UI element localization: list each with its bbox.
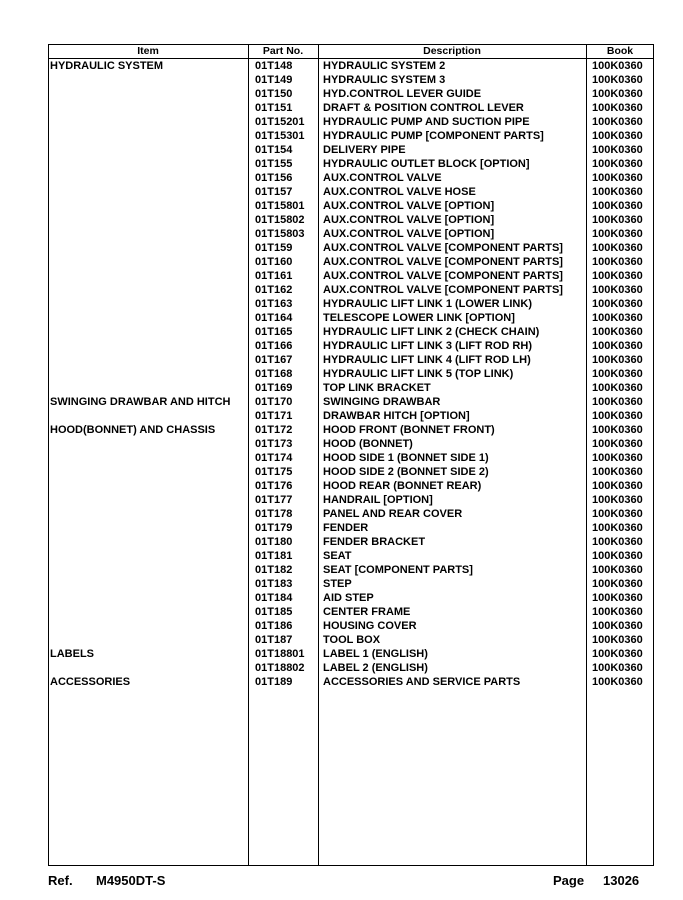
item-cell	[48, 605, 248, 619]
description-cell: HANDRAIL [OPTION]	[323, 494, 433, 506]
description-cell: AUX.CONTROL VALVE [OPTION]	[323, 200, 495, 212]
ref-value: M4950DT-S	[96, 873, 166, 888]
book-cell: 100K0360	[592, 312, 643, 324]
book-cell: 100K0360	[592, 186, 643, 198]
table-row	[48, 297, 654, 311]
description-cell: HYDRAULIC LIFT LINK 4 (LIFT ROD LH)	[323, 354, 531, 366]
description-cell: LABEL 1 (ENGLISH)	[323, 648, 428, 660]
part-no-cell: 01T18801	[255, 648, 305, 660]
part-no-cell: 01T175	[255, 466, 293, 478]
item-cell: SWINGING DRAWBAR AND HITCH	[50, 396, 231, 408]
description-cell: HYDRAULIC LIFT LINK 3 (LIFT ROD RH)	[323, 340, 532, 352]
table-row	[48, 633, 654, 647]
table-row	[48, 73, 654, 87]
item-cell: LABELS	[50, 648, 94, 660]
book-cell: 100K0360	[592, 60, 643, 72]
part-no-cell: 01T185	[255, 606, 293, 618]
part-no-cell: 01T171	[255, 410, 293, 422]
item-cell	[48, 549, 248, 563]
table-row	[48, 339, 654, 353]
item-cell	[48, 115, 248, 129]
book-cell: 100K0360	[592, 592, 643, 604]
part-no-cell: 01T157	[255, 186, 293, 198]
book-cell: 100K0360	[592, 396, 643, 408]
part-no-cell: 01T15802	[255, 214, 305, 226]
description-cell: TOP LINK BRACKET	[323, 382, 431, 394]
table-row	[48, 101, 654, 115]
book-cell: 100K0360	[592, 74, 643, 86]
book-cell: 100K0360	[592, 172, 643, 184]
description-cell: LABEL 2 (ENGLISH)	[323, 662, 428, 674]
part-no-cell: 01T181	[255, 550, 293, 562]
page-number: 13026	[603, 873, 640, 888]
book-cell: 100K0360	[592, 158, 643, 170]
description-cell: HOOD (BONNET)	[323, 438, 413, 450]
table-row	[48, 535, 654, 549]
item-cell	[48, 437, 248, 451]
item-cell	[48, 241, 248, 255]
table-row	[48, 661, 654, 675]
description-cell: HOOD REAR (BONNET REAR)	[323, 480, 482, 492]
description-cell: SWINGING DRAWBAR	[323, 396, 441, 408]
description-cell: AUX.CONTROL VALVE	[323, 172, 442, 184]
part-no-cell: 01T15201	[255, 116, 305, 128]
item-cell	[48, 661, 248, 675]
table-row	[48, 241, 654, 255]
description-cell: DELIVERY PIPE	[323, 144, 406, 156]
part-no-cell: 01T187	[255, 634, 293, 646]
part-no-cell: 01T186	[255, 620, 293, 632]
description-cell: DRAFT & POSITION CONTROL LEVER	[323, 102, 524, 114]
book-cell: 100K0360	[592, 676, 643, 688]
item-cell	[48, 199, 248, 213]
part-no-cell: 01T180	[255, 536, 293, 548]
item-cell	[48, 507, 248, 521]
table-row	[48, 563, 654, 577]
description-cell: AUX.CONTROL VALVE [COMPONENT PARTS]	[323, 256, 563, 268]
part-no-cell: 01T174	[255, 452, 293, 464]
item-cell	[48, 353, 248, 367]
item-cell	[48, 143, 248, 157]
book-cell: 100K0360	[592, 536, 643, 548]
part-no-cell: 01T156	[255, 172, 293, 184]
item-cell	[48, 339, 248, 353]
part-no-cell: 01T166	[255, 340, 293, 352]
book-cell: 100K0360	[592, 228, 643, 240]
part-no-cell: 01T148	[255, 60, 293, 72]
book-cell: 100K0360	[592, 130, 643, 142]
description-cell: HYDRAULIC PUMP AND SUCTION PIPE	[323, 116, 530, 128]
part-no-cell: 01T178	[255, 508, 293, 520]
book-cell: 100K0360	[592, 452, 643, 464]
table-row	[48, 143, 654, 157]
book-cell: 100K0360	[592, 578, 643, 590]
book-cell: 100K0360	[592, 102, 643, 114]
description-cell: CENTER FRAME	[323, 606, 411, 618]
item-cell	[48, 73, 248, 87]
table-row	[48, 381, 654, 395]
book-cell: 100K0360	[592, 662, 643, 674]
table-row	[48, 675, 654, 689]
description-cell: SEAT	[323, 550, 352, 562]
item-cell	[48, 87, 248, 101]
book-cell: 100K0360	[592, 326, 643, 338]
book-cell: 100K0360	[592, 424, 643, 436]
item-cell	[48, 171, 248, 185]
description-cell: ACCESSORIES AND SERVICE PARTS	[323, 676, 521, 688]
parts-table	[48, 44, 654, 866]
book-cell: 100K0360	[592, 522, 643, 534]
book-cell: 100K0360	[592, 648, 643, 660]
item-cell	[48, 465, 248, 479]
item-cell	[48, 367, 248, 381]
table-row	[48, 647, 654, 661]
table-row	[48, 367, 654, 381]
table-row	[48, 59, 654, 73]
table-bottom-border	[48, 865, 654, 866]
item-cell	[48, 227, 248, 241]
item-cell	[48, 633, 248, 647]
book-cell: 100K0360	[592, 368, 643, 380]
part-no-cell: 01T177	[255, 494, 293, 506]
part-no-cell: 01T176	[255, 480, 293, 492]
item-cell	[48, 619, 248, 633]
part-no-cell: 01T155	[255, 158, 293, 170]
book-cell: 100K0360	[592, 564, 643, 576]
item-cell	[48, 521, 248, 535]
table-row	[48, 409, 654, 423]
description-cell: AUX.CONTROL VALVE [COMPONENT PARTS]	[323, 270, 563, 282]
description-cell: HOOD FRONT (BONNET FRONT)	[323, 424, 495, 436]
part-no-cell: 01T167	[255, 354, 293, 366]
part-no-cell: 01T159	[255, 242, 293, 254]
description-cell: HOOD SIDE 2 (BONNET SIDE 2)	[323, 466, 489, 478]
book-cell: 100K0360	[592, 494, 643, 506]
book-cell: 100K0360	[592, 466, 643, 478]
header-part-no: Part No.	[262, 45, 304, 57]
description-cell: FENDER	[323, 522, 369, 534]
book-cell: 100K0360	[592, 200, 643, 212]
description-cell: AID STEP	[323, 592, 374, 604]
description-cell: AUX.CONTROL VALVE [OPTION]	[323, 214, 495, 226]
part-no-cell: 01T170	[255, 396, 293, 408]
book-cell: 100K0360	[592, 634, 643, 646]
part-no-cell: 01T149	[255, 74, 293, 86]
part-no-cell: 01T173	[255, 438, 293, 450]
table-row	[48, 577, 654, 591]
item-cell	[48, 185, 248, 199]
item-cell	[48, 591, 248, 605]
book-cell: 100K0360	[592, 256, 643, 268]
table-row	[48, 227, 654, 241]
item-cell	[48, 493, 248, 507]
table-row	[48, 353, 654, 367]
item-cell	[48, 535, 248, 549]
header-book: Book	[606, 45, 634, 57]
header-item: Item	[137, 45, 159, 57]
table-row	[48, 591, 654, 605]
table-row	[48, 549, 654, 563]
book-cell: 100K0360	[592, 284, 643, 296]
description-cell: TELESCOPE LOWER LINK [OPTION]	[323, 312, 515, 324]
item-cell	[48, 311, 248, 325]
book-cell: 100K0360	[592, 88, 643, 100]
table-row	[48, 171, 654, 185]
table-row	[48, 255, 654, 269]
part-no-cell: 01T160	[255, 256, 293, 268]
part-no-cell: 01T150	[255, 88, 293, 100]
item-cell	[48, 381, 248, 395]
book-cell: 100K0360	[592, 508, 643, 520]
item-cell	[48, 297, 248, 311]
book-cell: 100K0360	[592, 340, 643, 352]
item-cell	[48, 213, 248, 227]
table-row	[48, 451, 654, 465]
part-no-cell: 01T183	[255, 578, 293, 590]
description-cell: TOOL BOX	[323, 634, 381, 646]
item-cell	[48, 577, 248, 591]
description-cell: DRAWBAR HITCH [OPTION]	[323, 410, 470, 422]
table-row	[48, 479, 654, 493]
table-row	[48, 507, 654, 521]
book-cell: 100K0360	[592, 606, 643, 618]
item-cell	[48, 269, 248, 283]
description-cell: HYDRAULIC LIFT LINK 1 (LOWER LINK)	[323, 298, 532, 310]
part-no-cell: 01T163	[255, 298, 293, 310]
item-cell: ACCESSORIES	[50, 676, 131, 688]
part-no-cell: 01T184	[255, 592, 293, 604]
table-row	[48, 213, 654, 227]
table-row	[48, 311, 654, 325]
part-no-cell: 01T182	[255, 564, 293, 576]
book-cell: 100K0360	[592, 214, 643, 226]
description-cell: HYDRAULIC PUMP [COMPONENT PARTS]	[323, 130, 544, 142]
item-cell	[48, 563, 248, 577]
part-no-cell: 01T154	[255, 144, 293, 156]
part-no-cell: 01T151	[255, 102, 293, 114]
part-no-cell: 01T18802	[255, 662, 305, 674]
table-row	[48, 185, 654, 199]
description-cell: HYDRAULIC OUTLET BLOCK [OPTION]	[323, 158, 530, 170]
description-cell: FENDER BRACKET	[323, 536, 426, 548]
part-no-cell: 01T15801	[255, 200, 305, 212]
description-cell: SEAT [COMPONENT PARTS]	[323, 564, 473, 576]
part-no-cell: 01T179	[255, 522, 293, 534]
table-row	[48, 465, 654, 479]
description-cell: HYDRAULIC SYSTEM 3	[323, 74, 446, 86]
description-cell: HYD.CONTROL LEVER GUIDE	[323, 88, 482, 100]
description-cell: AUX.CONTROL VALVE [COMPONENT PARTS]	[323, 284, 563, 296]
description-cell: HYDRAULIC LIFT LINK 2 (CHECK CHAIN)	[323, 326, 540, 338]
table-row	[48, 157, 654, 171]
item-cell	[48, 157, 248, 171]
book-cell: 100K0360	[592, 270, 643, 282]
book-cell: 100K0360	[592, 410, 643, 422]
table-body	[48, 59, 654, 689]
part-no-cell: 01T172	[255, 424, 293, 436]
description-cell: HOUSING COVER	[323, 620, 417, 632]
table-row	[48, 437, 654, 451]
table-row	[48, 269, 654, 283]
part-no-cell: 01T15803	[255, 228, 305, 240]
table-row	[48, 199, 654, 213]
table-row	[48, 493, 654, 507]
book-cell: 100K0360	[592, 620, 643, 632]
part-no-cell: 01T165	[255, 326, 293, 338]
part-no-cell: 01T169	[255, 382, 293, 394]
part-no-cell: 01T15301	[255, 130, 305, 142]
item-cell	[48, 325, 248, 339]
header-description: Description	[423, 45, 481, 57]
table-row	[48, 619, 654, 633]
item-cell: HOOD(BONNET) AND CHASSIS	[50, 424, 216, 436]
part-no-cell: 01T161	[255, 270, 293, 282]
table-row	[48, 605, 654, 619]
book-cell: 100K0360	[592, 144, 643, 156]
part-no-cell: 01T164	[255, 312, 293, 324]
item-cell	[48, 255, 248, 269]
table-row	[48, 115, 654, 129]
description-cell: AUX.CONTROL VALVE HOSE	[323, 186, 476, 198]
book-cell: 100K0360	[592, 242, 643, 254]
table-row	[48, 521, 654, 535]
item-cell	[48, 409, 248, 423]
book-cell: 100K0360	[592, 550, 643, 562]
description-cell: HOOD SIDE 1 (BONNET SIDE 1)	[323, 452, 489, 464]
book-cell: 100K0360	[592, 354, 643, 366]
item-cell	[48, 101, 248, 115]
table-row	[48, 423, 654, 437]
part-no-cell: 01T162	[255, 284, 293, 296]
part-no-cell: 01T189	[255, 676, 293, 688]
book-cell: 100K0360	[592, 438, 643, 450]
description-cell: AUX.CONTROL VALVE [COMPONENT PARTS]	[323, 242, 563, 254]
item-cell	[48, 479, 248, 493]
description-cell: AUX.CONTROL VALVE [OPTION]	[323, 228, 495, 240]
part-no-cell: 01T168	[255, 368, 293, 380]
ref-label: Ref.	[48, 873, 73, 888]
table-row	[48, 283, 654, 297]
book-cell: 100K0360	[592, 382, 643, 394]
description-cell: PANEL AND REAR COVER	[323, 508, 463, 520]
item-cell	[48, 129, 248, 143]
book-cell: 100K0360	[592, 116, 643, 128]
book-cell: 100K0360	[592, 298, 643, 310]
table-row	[48, 325, 654, 339]
item-cell	[48, 451, 248, 465]
description-cell: STEP	[323, 578, 352, 590]
description-cell: HYDRAULIC LIFT LINK 5 (TOP LINK)	[323, 368, 514, 380]
table-row	[48, 129, 654, 143]
table-row	[48, 395, 654, 409]
item-cell	[48, 283, 248, 297]
table-row	[48, 87, 654, 101]
description-cell: HYDRAULIC SYSTEM 2	[323, 60, 446, 72]
item-cell: HYDRAULIC SYSTEM	[50, 60, 164, 72]
book-cell: 100K0360	[592, 480, 643, 492]
page-label: Page	[553, 873, 585, 888]
